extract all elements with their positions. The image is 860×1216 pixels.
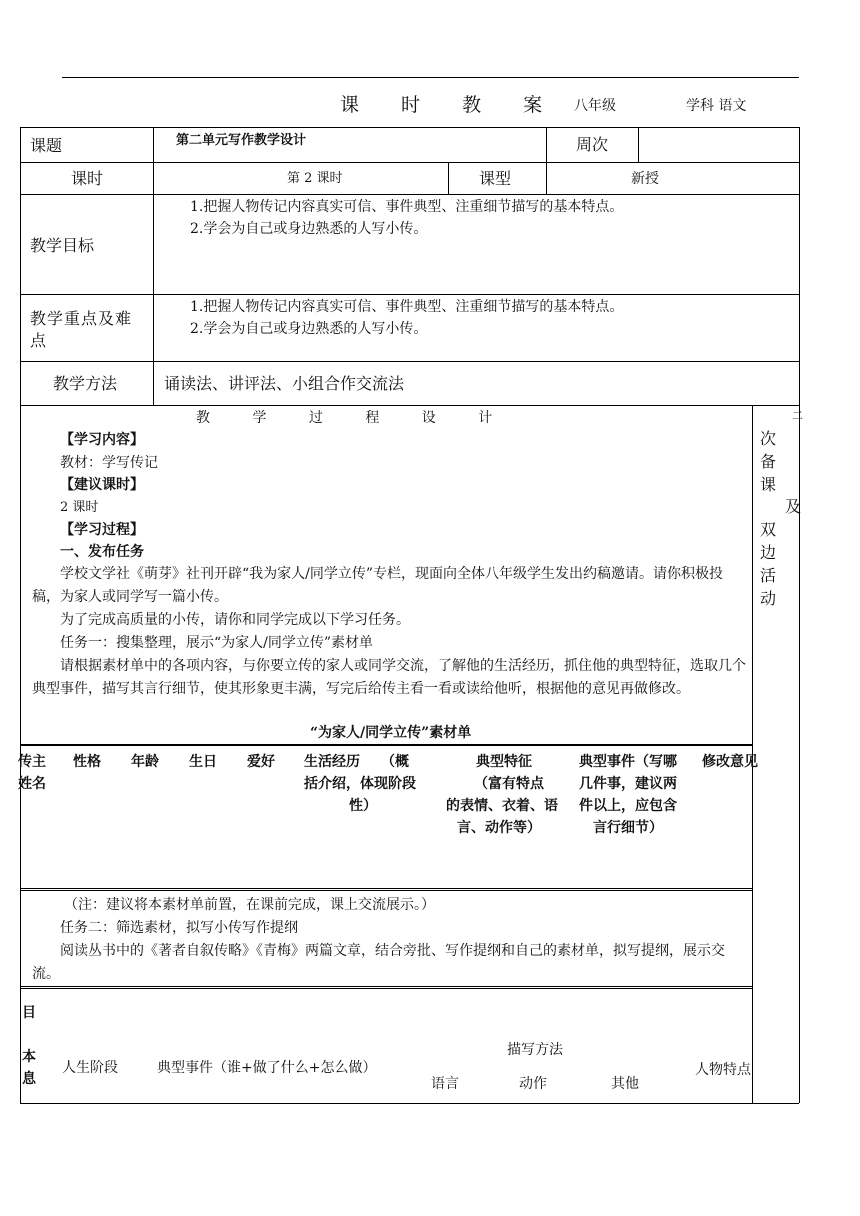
table-border <box>448 162 449 194</box>
table-border <box>20 405 799 406</box>
sheet-col-name: 姓名 <box>18 776 46 792</box>
key-points-label-cont: 点 <box>30 331 47 350</box>
table-border <box>20 162 799 163</box>
key-points-label: 教学重点及难 <box>30 309 133 328</box>
sheet-col-name: 传主 <box>18 754 46 770</box>
outline-col-event: 典型事件（谁+做了什么+怎么做） <box>157 1060 377 1076</box>
outline-border <box>20 986 752 989</box>
hours-line: 2 课时 <box>60 500 99 515</box>
outline-sub-other: 其他 <box>611 1076 639 1092</box>
method-value: 诵读法、讲评法、小组合作交流法 <box>164 374 405 393</box>
sheet-col-revise: 修改意见 <box>702 754 758 770</box>
side-label-char: 双 <box>760 520 777 539</box>
topic-value: 第二单元写作教学设计 <box>176 133 307 148</box>
process-title: 教 学 过 程 设 计 <box>196 410 512 426</box>
outline-sub-language: 语言 <box>431 1076 459 1092</box>
task-paragraph: 阅读丛书中的《著者自叙传略》《青梅》两篇文章，结合旁批、写作提纲和自己的素材单，拟写提纲，展示交流。 <box>32 943 725 982</box>
sheet-col-event: 几件事，建议两 <box>579 776 677 792</box>
sheet-col-feature: （富有特点 <box>474 776 544 792</box>
side-label-char: 及 <box>785 497 802 516</box>
sheet-col-feature: 言、动作等） <box>457 820 541 836</box>
sheet-col-feature: 的表情、衣着、语 <box>446 798 558 814</box>
side-label-fragment: 二 <box>792 409 803 422</box>
material-line: 教材：学写传记 <box>60 455 158 471</box>
table-border <box>546 162 547 194</box>
process-heading: 【学习过程】 <box>60 522 144 538</box>
task-one-heading: 任务一：搜集整理，展示“为家人/同学立传”素材单 <box>60 635 374 651</box>
task-paragraph: 为了完成高质量的小传，请你和同学完成以下学习任务。 <box>60 612 410 628</box>
subject-label: 学科 语文 <box>686 98 747 114</box>
outline-col-info: 息 <box>22 1071 36 1087</box>
lesson-plan-title: 课 时 教 案 <box>340 94 561 116</box>
table-border <box>20 127 21 1103</box>
sheet-note: （注：建议将本素材单前置，在课前完成，课上交流展示。） <box>64 897 435 913</box>
table-border <box>20 361 799 362</box>
outline-col-trait: 人物特点 <box>695 1062 751 1078</box>
side-label-char: 边 <box>760 543 777 562</box>
outline-col-method: 描写方法 <box>507 1042 563 1058</box>
outline-sub-action: 动作 <box>519 1076 547 1092</box>
outline-col-info: 目 <box>22 1005 36 1021</box>
sheet-border <box>20 744 752 746</box>
side-label-char: 备 <box>760 452 777 471</box>
side-label-char: 动 <box>760 589 777 608</box>
task-paragraph: 学校文学社《萌芽》社刊开辟“我为家人/同学立传”专栏，现面向全体八年级学生发出约稿邀请。请你积极投稿，为家人或同学写一篇小传。 <box>32 566 724 605</box>
side-label-char: 次 <box>760 429 777 448</box>
grade-label: 八年级 <box>574 98 616 114</box>
table-border <box>153 127 154 405</box>
table-border <box>20 294 799 295</box>
period-value: 第 2 课时 <box>287 171 343 186</box>
sheet-title: “为家人/同学立传”素材单 <box>310 725 472 741</box>
section-heading: 一、发布任务 <box>60 544 144 560</box>
sheet-col-personality: 性格 <box>73 754 101 770</box>
sheet-col-life: 生活经历 （概 <box>304 754 409 770</box>
table-border <box>638 127 639 162</box>
table-border <box>20 127 799 128</box>
type-label: 课型 <box>479 169 512 188</box>
sheet-col-feature: 典型特征 <box>476 754 532 770</box>
content-heading: 【学习内容】 <box>60 432 144 448</box>
sheet-border <box>20 888 752 891</box>
table-border <box>546 127 547 162</box>
sheet-col-event: 典型事件（写哪 <box>579 754 677 770</box>
table-border <box>799 127 800 1103</box>
side-label-char: 活 <box>760 566 777 585</box>
goals-label: 教学目标 <box>30 236 95 255</box>
sheet-col-life: 括介绍，体现阶段 <box>304 776 416 792</box>
table-border <box>20 1103 799 1104</box>
method-label: 教学方法 <box>53 374 118 393</box>
sheet-col-birthday: 生日 <box>189 754 217 770</box>
hours-heading: 【建议课时】 <box>60 477 144 493</box>
table-border <box>20 194 799 195</box>
outline-col-info: 本 <box>22 1049 36 1065</box>
outline-col-stage: 人生阶段 <box>62 1060 118 1076</box>
sheet-col-event: 言行细节） <box>593 820 663 836</box>
header-rule <box>62 77 799 78</box>
sheet-col-life: 性） <box>349 798 377 814</box>
goal-item: 1.把握人物传记内容真实可信、事件典型、注重细节描写的基本特点。 <box>190 199 624 215</box>
goal-item: 2.学会为自己或身边熟悉的人写小传。 <box>190 221 428 237</box>
topic-label: 课题 <box>30 136 63 155</box>
task-paragraph: 请根据素材单中的各项内容，与你要立传的家人或同学交流，了解他的生活经历，抓住他的典型特征，选取几个典型事件，描写其言行细节，使其形象更丰满，写完后给传主看一看或读给他听，根据他的意见再做修改。 <box>32 658 746 697</box>
type-value: 新授 <box>631 171 659 187</box>
sheet-col-event: 件以上，应包含 <box>579 798 677 814</box>
sheet-col-age: 年龄 <box>131 754 159 770</box>
period-label: 课时 <box>71 169 104 188</box>
key-point-item: 2.学会为自己或身边熟悉的人写小传。 <box>190 321 428 337</box>
key-point-item: 1.把握人物传记内容真实可信、事件典型、注重细节描写的基本特点。 <box>190 299 624 315</box>
task-two-heading: 任务二：筛选素材，拟写小传写作提纲 <box>60 920 298 936</box>
sheet-col-revise-clip <box>700 754 758 771</box>
week-label: 周次 <box>576 135 609 154</box>
side-label-char: 课 <box>760 475 777 494</box>
sheet-col-hobby: 爱好 <box>247 754 275 770</box>
